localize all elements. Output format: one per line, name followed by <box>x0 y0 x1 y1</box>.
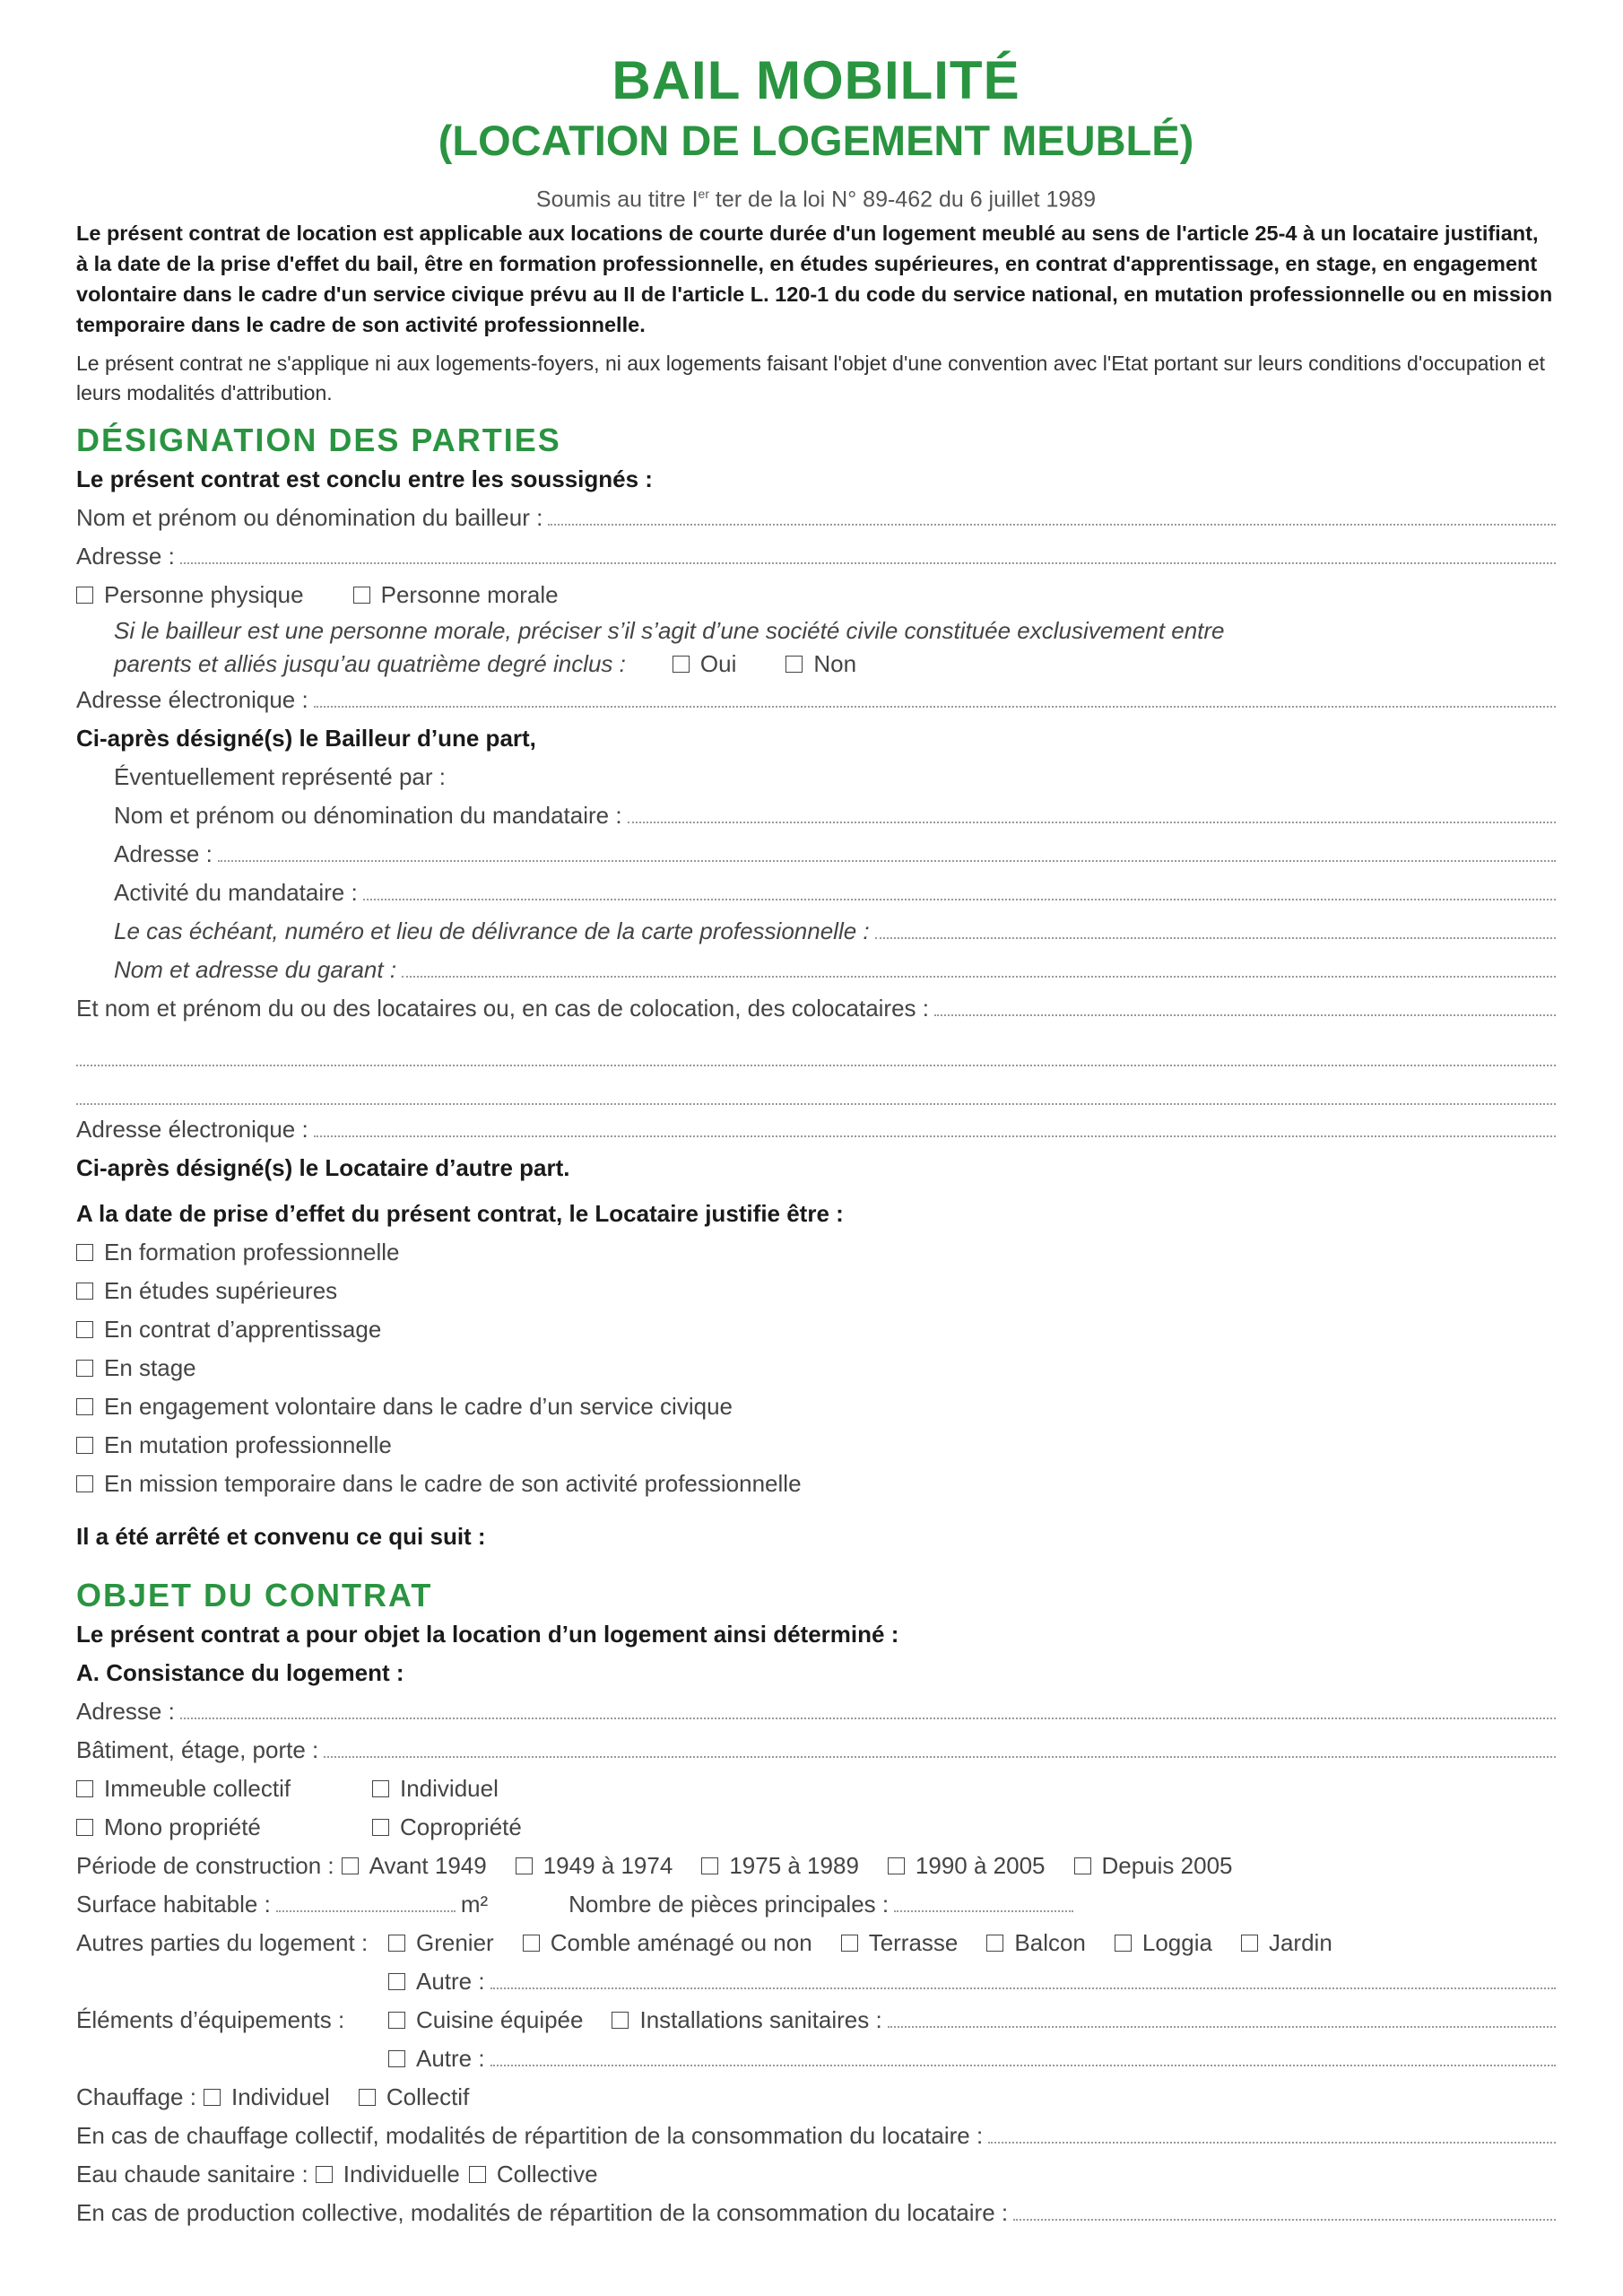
periode-row <box>76 1847 1556 1885</box>
individuel-checkbox[interactable] <box>372 1770 499 1808</box>
option-label: En contrat d’apprentissage <box>104 1316 382 1344</box>
comble-checkbox[interactable] <box>523 1924 812 1962</box>
chauffage-individuel-label: Individuel <box>230 2083 330 2111</box>
periode-label: Période de construction : <box>76 1852 334 1880</box>
autres-autre-row <box>76 1962 1556 2001</box>
locataire-part-row <box>76 1149 1556 1187</box>
garant-label: Nom et adresse du garant : <box>114 956 397 984</box>
chauffage-note-row <box>76 2117 1556 2155</box>
chauffage-note-field[interactable] <box>988 2118 1556 2144</box>
option-mission[interactable] <box>76 1465 1556 1503</box>
checkbox-icon <box>76 587 93 604</box>
non-label: Non <box>813 650 857 678</box>
chauffage-note-label: En cas de chauffage collectif, modalités de répartition de la consommation du locataire : <box>76 2122 984 2150</box>
checkbox-icon <box>76 1819 93 1836</box>
carte-pro-field[interactable] <box>875 914 1556 939</box>
bailleur-name-field[interactable] <box>548 500 1556 526</box>
checkbox-icon <box>841 1935 858 1952</box>
checkbox-icon <box>76 1360 93 1377</box>
mono-propriete-checkbox[interactable] <box>76 1808 372 1847</box>
equipements-label: Éléments d’équipements : <box>76 2006 345 2034</box>
lease-document <box>76 49 1556 2232</box>
autres-option-label: Terrasse <box>868 1929 959 1957</box>
option-formation[interactable] <box>76 1233 1556 1272</box>
production-note-row <box>76 2194 1556 2232</box>
eau-chaude-label: Eau chaude sanitaire : <box>76 2161 308 2188</box>
mandataire-address-row <box>76 835 1556 874</box>
morale-note-text-1: Si le bailleur est une personne morale, préciser s’il s’agit d’une société civile constituée exclusivement entre <box>114 617 1225 645</box>
immeuble-collectif-label: Immeuble collectif <box>104 1775 291 1803</box>
objet-lead-text: Le présent contrat a pour objet la location d’un logement ainsi déterminé : <box>76 1621 899 1648</box>
grenier-checkbox[interactable] <box>388 1924 494 1962</box>
checkbox-icon <box>388 1935 405 1952</box>
jardin-checkbox[interactable] <box>1241 1924 1332 1962</box>
checkbox-icon <box>1241 1935 1258 1952</box>
document-title: BAIL MOBILITÉ <box>612 50 1020 110</box>
consistance-text: A. Consistance du logement : <box>76 1659 404 1687</box>
checkbox-icon <box>888 1857 905 1874</box>
morale-note-row-1 <box>76 614 1556 647</box>
checkbox-icon <box>388 2012 405 2029</box>
autres-option-label: Loggia <box>1141 1929 1212 1957</box>
chauffage-row <box>76 2078 1556 2117</box>
oui-label: Oui <box>699 650 737 678</box>
eau-collective-label: Collective <box>496 2161 598 2188</box>
autres-option-label: Grenier <box>416 1929 494 1957</box>
locataires-row <box>76 989 1556 1028</box>
autres-option-label: Comble aménagé ou non <box>550 1929 812 1957</box>
surface-row <box>76 1885 1556 1924</box>
batiment-field[interactable] <box>324 1733 1556 1758</box>
checkbox-icon <box>388 2050 405 2067</box>
section-heading-parties: DÉSIGNATION DES PARTIES <box>76 422 561 459</box>
option-mutation[interactable] <box>76 1426 1556 1465</box>
locataire-email-field[interactable] <box>314 1112 1556 1137</box>
periode-depuis-2005[interactable] <box>1074 1847 1233 1885</box>
chauffage-collectif-checkbox[interactable] <box>359 2078 469 2117</box>
propriete-row <box>76 1808 1556 1847</box>
option-apprentissage[interactable] <box>76 1310 1556 1349</box>
individuel-label: Individuel <box>400 1775 499 1803</box>
batiment-label: Bâtiment, étage, porte : <box>76 1736 319 1764</box>
logement-address-field[interactable] <box>180 1694 1556 1719</box>
carte-pro-row <box>76 912 1556 951</box>
bailleur-address-label: Adresse : <box>76 543 175 570</box>
checkbox-icon <box>1115 1935 1132 1952</box>
non-checkbox[interactable] <box>785 647 856 681</box>
legal-reference-suffix: ter de la loi N° 89-462 du 6 juillet 1989 <box>708 187 1097 213</box>
mandataire-activity-field[interactable] <box>363 875 1556 900</box>
option-etudes[interactable] <box>76 1272 1556 1310</box>
checkbox-icon <box>469 2166 486 2183</box>
chauffage-individuel-checkbox[interactable] <box>204 2078 330 2117</box>
checkbox-icon <box>76 1283 93 1300</box>
locataires-field-line-2[interactable] <box>76 1028 1556 1066</box>
checkbox-icon <box>342 1857 359 1874</box>
autres-autre-checkbox[interactable] <box>388 1962 485 2001</box>
bailleur-email-field[interactable] <box>314 683 1556 708</box>
sanitaires-checkbox[interactable] <box>612 2001 881 2039</box>
justifie-text: A la date de prise d’effet du présent contrat, le Locataire justifie être : <box>76 1200 844 1228</box>
mandataire-name-row <box>76 796 1556 835</box>
balcon-checkbox[interactable] <box>986 1924 1086 1962</box>
equipements-row <box>76 2001 1556 2039</box>
bailleur-name-row <box>76 499 1556 537</box>
autre-label: Autre : <box>416 2045 485 2073</box>
surface-field[interactable] <box>276 1887 456 1912</box>
checkbox-icon <box>76 1475 93 1492</box>
pieces-field[interactable] <box>894 1887 1073 1912</box>
cuisine-checkbox[interactable] <box>388 2001 583 2039</box>
checkbox-icon <box>372 1819 389 1836</box>
parties-lead <box>76 460 1556 499</box>
option-label: En formation professionnelle <box>104 1239 400 1266</box>
pieces-label: Nombre de pièces principales : <box>568 1891 890 1918</box>
terrasse-checkbox[interactable] <box>841 1924 959 1962</box>
locataire-email-row <box>76 1110 1556 1149</box>
checkbox-icon <box>701 1857 718 1874</box>
checkbox-icon <box>986 1935 1003 1952</box>
locataire-part-text: Ci-après désigné(s) le Locataire d’autre part. <box>76 1154 570 1182</box>
checkbox-icon <box>359 2089 376 2106</box>
carte-pro-label: Le cas échéant, numéro et lieu de délivrance de la carte professionnelle : <box>114 918 870 945</box>
locataires-field-line-3[interactable] <box>76 1066 1556 1105</box>
production-note-field[interactable] <box>1013 2196 1556 2221</box>
chauffage-collectif-label: Collectif <box>386 2083 470 2111</box>
option-stage[interactable] <box>76 1349 1556 1387</box>
represente-row <box>76 758 1556 796</box>
equipements-autre-checkbox[interactable] <box>388 2039 485 2078</box>
bailleur-part-row <box>76 719 1556 758</box>
garant-field[interactable] <box>402 952 1556 978</box>
intro-bold-paragraph: Le présent contrat de location est applicable aux locations de courte durée d'un logement meublé au sens de l'article 25-4 à un locataire justifiant, à la date de la prise d'effet du bail, être en formation professionnelle, en études supérieures, en contrat d'apprentissage, en stage, en engagement volontaire dans le cadre d'un service civique prévu au II de l'article L. 120-1 du code du service national, en mutation professionnelle ou en mission temporaire dans le cadre de son activité professionnelle. <box>76 222 1553 337</box>
cuisine-label: Cuisine équipée <box>416 2006 584 2034</box>
periode-option-label: Avant 1949 <box>369 1852 487 1880</box>
checkbox-icon <box>1074 1857 1091 1874</box>
periode-avant-1949[interactable] <box>342 1847 487 1885</box>
mandataire-address-field[interactable] <box>218 837 1556 862</box>
logement-address-label: Adresse : <box>76 1698 175 1726</box>
morale-note-row-2 <box>76 647 1556 681</box>
checkbox-icon <box>372 1780 389 1797</box>
immeuble-row <box>76 1770 1556 1808</box>
locataire-email-label: Adresse électronique : <box>76 1116 308 1144</box>
autre-label: Autre : <box>416 1968 485 1996</box>
option-label: En études supérieures <box>104 1277 338 1305</box>
objet-lead-row <box>76 1615 1556 1654</box>
mono-propriete-label: Mono propriété <box>104 1813 261 1841</box>
checkbox-icon <box>76 1321 93 1338</box>
document-subtitle: (LOCATION DE LOGEMENT MEUBLÉ) <box>438 117 1194 164</box>
oui-checkbox[interactable] <box>673 647 736 681</box>
bailleur-email-row <box>76 681 1556 719</box>
periode-1975-1989[interactable] <box>701 1847 859 1885</box>
mandataire-activity-label: Activité du mandataire : <box>114 879 358 907</box>
autres-option-label: Jardin <box>1268 1929 1332 1957</box>
parties-lead-text: Le présent contrat est conclu entre les soussignés : <box>76 465 653 493</box>
mandataire-activity-row <box>76 874 1556 912</box>
checkbox-icon <box>785 656 803 673</box>
checkbox-icon <box>316 2166 333 2183</box>
personne-morale-label: Personne morale <box>380 581 559 609</box>
sanitaires-label: Installations sanitaires : <box>639 2006 882 2034</box>
checkbox-icon <box>76 1780 93 1797</box>
checkbox-icon <box>353 587 370 604</box>
mandataire-name-label: Nom et prénom ou dénomination du mandataire : <box>114 802 622 830</box>
autres-parties-label: Autres parties du logement : <box>76 1929 369 1957</box>
represente-label: Éventuellement représenté par : <box>114 763 446 791</box>
bailleur-address-field[interactable] <box>180 539 1556 564</box>
autres-option-label: Balcon <box>1014 1929 1086 1957</box>
personne-physique-label: Personne physique <box>104 581 304 609</box>
option-service-civique[interactable] <box>76 1387 1556 1426</box>
option-label: En mission temporaire dans le cadre de son activité professionnelle <box>104 1470 802 1498</box>
personne-physique-checkbox[interactable] <box>76 576 304 614</box>
eau-individuelle-label: Individuelle <box>343 2161 460 2188</box>
convenu-row <box>76 1518 1556 1556</box>
bailleur-part-text: Ci-après désigné(s) le Bailleur d’une part, <box>76 725 536 752</box>
mandataire-name-field[interactable] <box>628 798 1556 823</box>
personne-morale-checkbox[interactable] <box>353 576 559 614</box>
section-heading-objet: OBJET DU CONTRAT <box>76 1577 433 1614</box>
legal-reference-prefix: Soumis au titre I <box>535 187 699 213</box>
personne-type-row <box>76 576 1556 614</box>
justification-options <box>76 1233 1556 1503</box>
justifie-row <box>76 1195 1556 1233</box>
eau-chaude-row <box>76 2155 1556 2194</box>
immeuble-collectif-checkbox[interactable] <box>76 1770 372 1808</box>
bailleur-address-row <box>76 537 1556 576</box>
bailleur-name-label: Nom et prénom ou dénomination du bailleur : <box>76 504 543 532</box>
convenu-text: Il a été arrêté et convenu ce qui suit : <box>76 1523 486 1551</box>
option-label: En mutation professionnelle <box>104 1431 392 1459</box>
bailleur-email-label: Adresse électronique : <box>76 686 308 714</box>
checkbox-icon <box>204 2089 221 2106</box>
logement-address-row <box>76 1692 1556 1731</box>
periode-option-label: 1975 à 1989 <box>729 1852 859 1880</box>
loggia-checkbox[interactable] <box>1115 1924 1212 1962</box>
periode-option-label: Depuis 2005 <box>1101 1852 1233 1880</box>
locataires-label: Et nom et prénom du ou des locataires ou, en cas de colocation, des colocataires : <box>76 995 929 1022</box>
checkbox-icon <box>76 1244 93 1261</box>
garant-row <box>76 951 1556 989</box>
checkbox-icon <box>516 1857 533 1874</box>
chauffage-label: Chauffage : <box>76 2083 196 2111</box>
production-note-label: En cas de production collective, modalités de répartition de la consommation du locataire : <box>76 2199 1009 2227</box>
equipements-autre-field[interactable] <box>490 2041 1556 2066</box>
autres-autre-field[interactable] <box>490 1964 1556 1989</box>
checkbox-icon <box>612 2012 629 2029</box>
consistance-row <box>76 1654 1556 1692</box>
sanitaires-field[interactable] <box>888 2003 1556 2028</box>
eau-individuelle-checkbox[interactable] <box>316 2155 460 2194</box>
autres-parties-row <box>76 1924 1556 1962</box>
morale-note-text-2: parents et alliés jusqu’au quatrième degré inclus : <box>114 650 626 678</box>
copropriete-label: Copropriété <box>400 1813 522 1841</box>
equipements-autre-row <box>76 2039 1556 2078</box>
checkbox-icon <box>76 1398 93 1415</box>
surface-unit: m² <box>460 1891 489 1918</box>
checkbox-icon <box>388 1973 405 1990</box>
checkbox-icon <box>523 1935 540 1952</box>
periode-option-label: 1949 à 1974 <box>542 1852 673 1880</box>
legal-reference <box>76 178 1556 214</box>
periode-1990-2005[interactable] <box>888 1847 1046 1885</box>
intro-paragraph: Le présent contrat ne s'applique ni aux logements-foyers, ni aux logements faisant l'objet d'une convention avec l'Etat portant sur leurs conditions d'occupation et leurs modalités d'attribution. <box>76 352 1546 405</box>
checkbox-icon <box>673 656 690 673</box>
periode-option-label: 1990 à 2005 <box>915 1852 1046 1880</box>
batiment-row <box>76 1731 1556 1770</box>
eau-collective-checkbox[interactable] <box>469 2155 598 2194</box>
legal-reference-sup: er <box>698 187 709 201</box>
checkbox-icon <box>76 1437 93 1454</box>
mandataire-address-label: Adresse : <box>114 840 213 868</box>
option-label: En stage <box>104 1354 196 1382</box>
surface-label: Surface habitable : <box>76 1891 271 1918</box>
option-label: En engagement volontaire dans le cadre d’un service civique <box>104 1393 733 1421</box>
locataires-field[interactable] <box>934 991 1556 1016</box>
copropriete-checkbox[interactable] <box>372 1808 522 1847</box>
periode-1949-1974[interactable] <box>516 1847 673 1885</box>
